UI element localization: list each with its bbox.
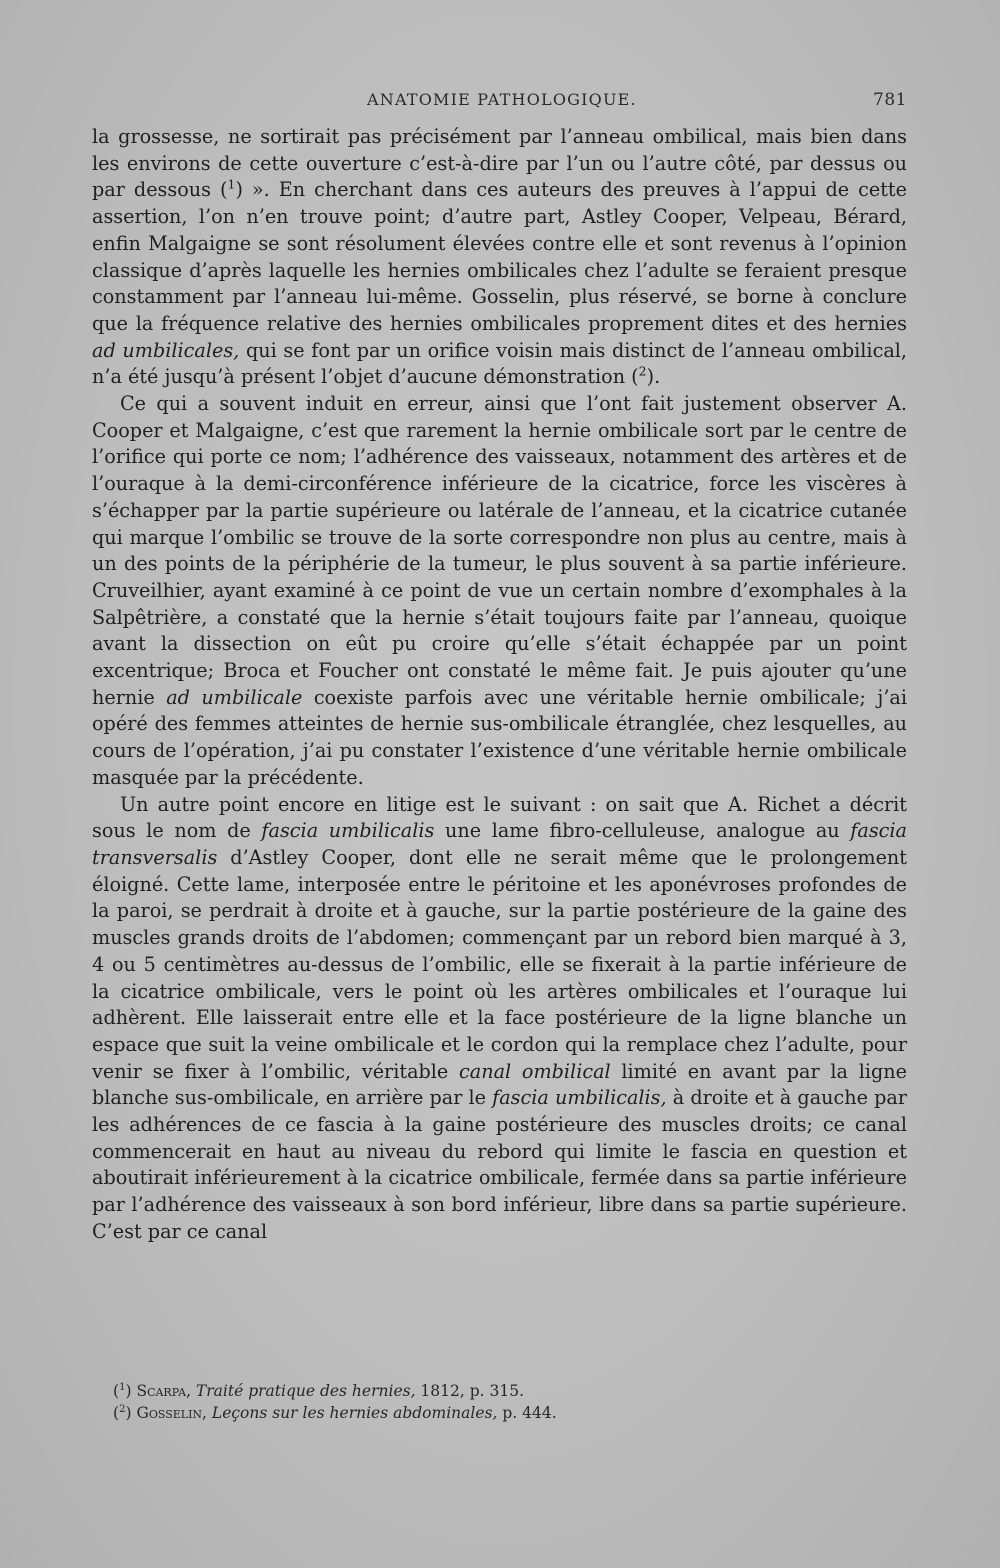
italic-term: fascia umbilicalis <box>261 819 435 843</box>
footnotes <box>113 1380 813 1424</box>
paragraph <box>92 391 907 792</box>
footnote-ref: 2 <box>638 363 647 379</box>
text-run: d’Astley Cooper, dont elle ne serait même que le prolongement éloigné. Cette lame, interposée entre le péritoine et les aponévroses profondes de la paroi, se perdrait à droite et à gauche, sur la partie postérieure de la gaine des muscles grands droits de l’abdomen; commençant par un rebord bien marqué à 3, 4 ou 5 centimètres au-dessus de l’ombilic, elle se fixerait à la partie inférieure de la cicatrice ombilicale, vers le point où les artères ombilicales et l’ouraque lui adhèrent. Elle laisserait entre elle et la face postérieure de la ligne blanche un espace que suit la veine ombilicale et le cordon qui la remplace chez l’adulte, pour venir se fixer à l’ombilic, véritable <box>92 845 907 1083</box>
footnote-title: Traité pratique des hernies, <box>195 1382 416 1400</box>
text-run: coexiste parfois avec une véritable hernie ombilicale; j’ai opéré des femmes atteintes de hernie sus-ombilicale étranglée, chez lesquelles, au cours de l’opération, j’ai pu constater l’existence d’une véritable hernie ombilicale masquée par la précédente. <box>92 685 907 789</box>
text-run: ) ». En cherchant dans ces auteurs des preuves à l’appui de cette assertion, l’on n’en trouve point; d’autre part, Astley Cooper, Velpeau, Bérard, enfin Malgaigne se sont résolument élevées contre elle et sont revenus à l’opinion classique d’après laquelle les hernies ombilicales chez l’adulte se feraient presque constamment par l’anneau lui-même. Gosselin, plus réservé, se borne à conclure que la fréquence relative des hernies ombilicales proprement dites et des hernies <box>92 178 907 335</box>
text-run: Ce qui a souvent induit en erreur, ainsi que l’ont fait justement observer A. Cooper et Malgaigne, c’est que rarement la hernie ombilicale sort par le centre de l’orifice qui porte ce nom; l’adhérence des vaisseaux, notamment des artères et de l’ouraque à la demi-circonférence inférieure de la cicatrice, force les viscères à s’échapper par la partie supérieure ou latérale de l’anneau, et la cicatrice cutanée qui marque l’ombilic se trouve de la sorte correspondre non plus au centre, mais à un des points de la périphérie de la tumeur, le plus souvent à sa partie inférieure. Cruveilhier, ayant examiné à ce point de vue un certain nombre d’exomphales à la Salpêtrière, a constaté que la hernie s’était toujours faite par l’anneau, quoique avant la dissection on eût pu croire qu’elle s’était échappée par un point excentrique; Broca et Foucher ont constaté le même fait. Je puis ajouter qu’une hernie <box>92 392 907 709</box>
text-run: Un autre point encore en litige est le suivant : on sait que A. Richet a décrit sous le nom de <box>92 792 907 843</box>
footnote-citation: 1812, p. 315. <box>415 1382 525 1400</box>
footnote-title: Leçons sur les hernies abdominales, <box>211 1404 498 1422</box>
italic-term: ad umbilicale <box>166 685 303 709</box>
footnote-citation: p. 444. <box>497 1404 557 1422</box>
text-run: limité en avant par la ligne blanche sus-ombilicale, en arrière par le <box>92 1059 907 1110</box>
footnote: ($^2$) Gosselin, Leçons sur les hernies abdominales, p. 444. <box>113 1403 557 1422</box>
paragraph <box>92 792 907 1246</box>
footnote-author: Gosselin <box>136 1404 203 1422</box>
italic-term: canal ombilical <box>459 1059 611 1083</box>
footnote-marker: 1 <box>119 1381 126 1393</box>
footnote-author: Scarpa <box>136 1382 187 1400</box>
italic-term: fascia transversalis <box>92 819 907 869</box>
running-title: ANATOMIE PATHOLOGIQUE. <box>367 90 637 109</box>
body-text <box>92 124 907 1246</box>
running-head <box>92 90 907 114</box>
text-run: qui se font par un orifice voisin mais distinct de l’anneau ombilical, n’a été jusqu’à présent l’objet d’aucune démonstration ( <box>92 338 907 389</box>
footnote-ref: 1 <box>227 177 236 193</box>
text-run: la grossesse, ne sortirait pas précisément par l’anneau ombilical, mais bien dans les environs de cette ouverture c’est-à-dire par l’un ou l’autre côté, par dessus ou par dessous ( <box>92 125 907 202</box>
italic-term: ad umbilicales, <box>92 338 240 362</box>
paragraph <box>92 124 907 391</box>
footnote: ($^1$) Scarpa, Traité pratique des hernies, 1812, p. 315. <box>113 1381 525 1400</box>
footnote-marker: 2 <box>119 1403 126 1415</box>
italic-term: fascia umbilicalis, <box>492 1086 667 1110</box>
text-run: ). <box>646 365 661 389</box>
text-run: à droite et à gauche par les adhérences de ce fascia à la gaine postérieure des muscles droits; ce canal commencerait en haut au niveau du rebord qui limite le fascia en question et aboutirait inférieurement à la cicatrice ombilicale, fermée dans sa partie inférieure par l’adhérence des vaisseaux à son bord inférieur, libre dans sa partie supérieure. C’est par ce canal <box>92 1086 908 1243</box>
text-run: une lame fibro-celluleuse, analogue au <box>434 819 851 843</box>
page-number: 781 <box>873 90 907 110</box>
